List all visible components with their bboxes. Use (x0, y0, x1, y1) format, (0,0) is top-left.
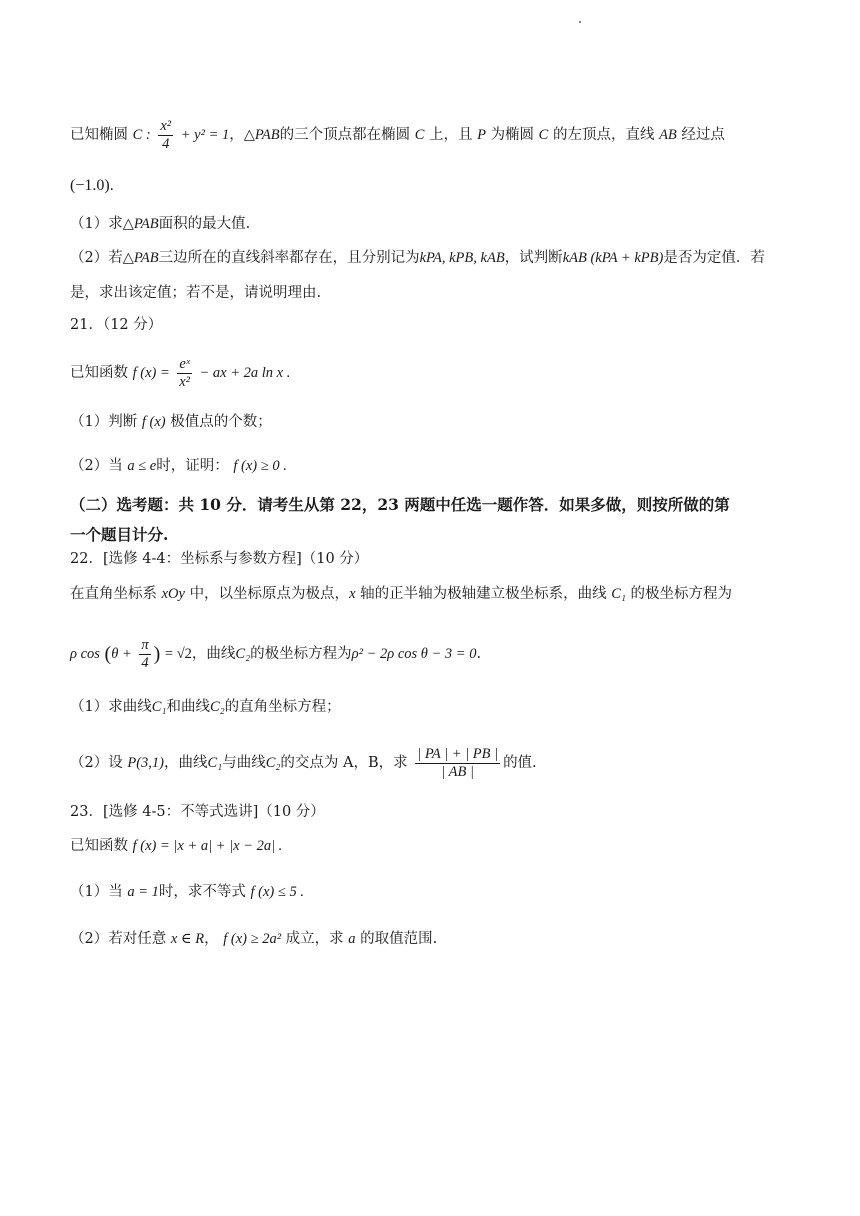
triangle-label: △PAB (243, 127, 280, 144)
var-a: a (348, 931, 356, 947)
text: 已知椭圆 (70, 127, 128, 144)
text: 是，求出该定值；若不是，请说明理由. (70, 285, 322, 301)
eq-right: = √2 (164, 646, 192, 663)
frac-num: | PA | + | PB | (417, 746, 499, 762)
text: （1）求 (70, 216, 123, 232)
slopes: kPA, kPB, kAB (419, 250, 505, 266)
q23-part1 (70, 885, 304, 900)
text: 时，证明： (156, 458, 229, 474)
text: 的极坐标方程为 (630, 586, 733, 602)
condition: x ∈ R (170, 931, 205, 947)
text: ，曲线 (163, 755, 208, 772)
q20-point-line (70, 178, 114, 194)
condition: a ≤ e (127, 458, 157, 474)
var-c: C (538, 127, 549, 144)
text: 极值点的个数； (170, 414, 272, 430)
inequality: f (x) ≤ 5 . (250, 884, 304, 900)
q22-intro-line (70, 587, 732, 602)
frac-num: eˣ (179, 356, 190, 372)
ellipse-eq: + y² = 1 (180, 127, 230, 144)
text: ， (204, 931, 219, 947)
eq-theta: θ + (111, 646, 132, 663)
triangle-label: △PAB (122, 250, 159, 266)
curve-c1: C₁ (207, 755, 223, 772)
text: ， (229, 127, 244, 144)
text: . (109, 177, 114, 194)
text: 轴的正半轴为极轴建立极坐标系，曲线 (360, 586, 607, 602)
frac-den: | AB | (441, 763, 475, 780)
var-c: C (414, 127, 425, 144)
frac-den: 4 (162, 135, 170, 152)
text: 的值. (503, 755, 537, 772)
text: （2）设 (70, 755, 123, 772)
text: 的极坐标方程为 (250, 646, 352, 663)
paren-left: ( (104, 643, 112, 666)
function-rest: − ax + 2a ln x . (199, 365, 291, 382)
text: （2）当 (70, 458, 123, 474)
coord-label: xOy (161, 586, 185, 602)
curve-c1: C₁ (611, 586, 626, 602)
text: 上，且 (428, 127, 473, 144)
frac-den: x² (179, 373, 191, 390)
text: （1）当 (70, 884, 123, 900)
var-x: x (349, 586, 356, 602)
frac-num: π (141, 637, 149, 653)
curve-c2: C₂ (235, 646, 251, 663)
condition: a = 1 (127, 884, 159, 900)
fraction (158, 118, 173, 152)
paren-right: ) (153, 643, 161, 666)
q22-header (70, 552, 368, 567)
text: ，曲线 (191, 646, 236, 663)
function-def: f (x) = |x + a| + |x − 2a| . (132, 838, 283, 854)
text: 的取值范围. (360, 931, 438, 947)
q22-part2 (70, 746, 537, 780)
frac-num: x² (160, 118, 172, 134)
text: 和曲线 (166, 699, 210, 715)
q21-header (70, 318, 162, 333)
slope-expr: kAB (kPA + kPB) (562, 250, 664, 266)
text: 中，以坐标原点为极点， (189, 586, 350, 602)
fraction (415, 746, 500, 780)
section2-line1 (70, 497, 730, 513)
function-label: f (x) (141, 414, 166, 430)
function-label: f (x) = (132, 365, 170, 382)
q21-intro-line (70, 356, 290, 390)
q20-part1 (70, 217, 250, 232)
triangle-label: △PAB (122, 216, 159, 232)
q23-part2 (70, 932, 437, 947)
text: 的直角坐标方程； (224, 699, 341, 715)
section2-line2 (70, 527, 168, 543)
q22-equation-line (70, 637, 481, 671)
q21-part2 (70, 459, 287, 474)
q23-intro-line (70, 839, 282, 854)
text: 三边所在的直线斜率都存在，且分别记为 (158, 250, 420, 266)
eq-left: ρ cos (70, 646, 100, 663)
text: 的交点为 A，B，求 (280, 755, 408, 772)
inequality: f (x) ≥ 2a² (223, 931, 282, 947)
text: 的左顶点，直线 (552, 127, 655, 144)
q20-part2-line1 (70, 251, 765, 266)
q20-part2-line2 (70, 286, 321, 301)
text: 为椭圆 (490, 127, 535, 144)
text: 在直角坐标系 (70, 586, 157, 602)
text: 时，求不等式 (158, 884, 246, 900)
text: ，试判断 (504, 250, 563, 266)
q23-header (70, 805, 325, 820)
text: （1）求曲线 (70, 699, 152, 715)
curve-c2: C₂ (265, 755, 281, 772)
text: （1）判断 (70, 414, 138, 430)
text: 是否为定值．若 (663, 250, 765, 266)
section-heading: （二）选考题：共 10 分．请考生从第 22，23 两题中任选一题作答．如果多做，则按所做的第 (70, 495, 730, 514)
equation-2: ρ² − 2ρ cos θ − 3 = 0 (351, 646, 477, 663)
text: 已知函数 (70, 365, 128, 382)
text: 成立，求 (285, 931, 344, 947)
var-ab: AB (659, 127, 677, 144)
question-header: 21．（12 分） (70, 317, 163, 333)
text: 的三个顶点都在椭圆 (279, 127, 411, 144)
question-header: 23．[选修 4-5：不等式选讲]（10 分） (70, 804, 325, 820)
curve-c1: C₁ (151, 699, 167, 715)
text: （2）若对任意 (70, 931, 167, 947)
ellipse-label: C : (132, 127, 151, 144)
q20-intro-line (70, 118, 725, 152)
frac-den: 4 (141, 654, 149, 671)
question-header: 22．[选修 4-4：坐标系与参数方程]（10 分） (70, 551, 369, 567)
text: 与曲线 (222, 755, 266, 772)
section-heading: 一个题目计分. (70, 525, 169, 544)
point-p: P(3,1) (127, 755, 164, 772)
text: （2）若 (70, 250, 123, 266)
point-value: (−1.0) (70, 177, 110, 194)
fraction (177, 356, 192, 390)
q21-part1 (70, 415, 272, 430)
fraction (139, 637, 150, 671)
var-p: P (477, 127, 486, 144)
text: 面积的最大值. (158, 216, 251, 232)
text: 已知函数 (70, 838, 128, 854)
curve-c2: C₂ (209, 699, 225, 715)
text: 经过点 (681, 127, 725, 144)
text: . (476, 646, 482, 663)
q22-part1 (70, 700, 341, 715)
header-dot (579, 21, 581, 23)
inequality: f (x) ≥ 0 . (233, 458, 287, 474)
